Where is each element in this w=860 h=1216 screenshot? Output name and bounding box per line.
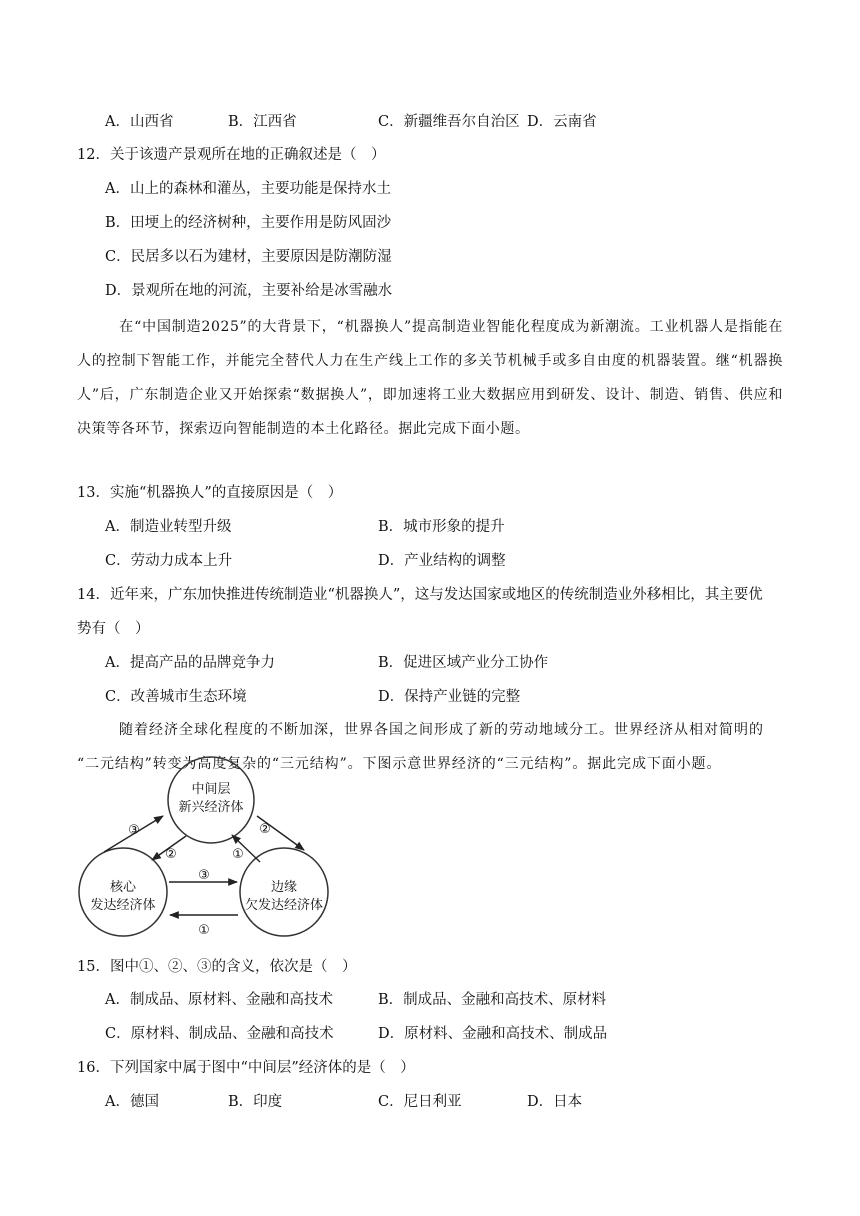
q13-option-d: D．产业结构的调整 [378, 553, 506, 569]
q14-stem-line2: 势有（ ） [77, 621, 150, 637]
periphery-tier-title: 边缘 [270, 880, 298, 895]
label-core-to-periphery: ③ [198, 868, 210, 883]
q14-stem-line1: 14．近年来，广东加快推进传统制造业“机器换人”，这与发达国家或地区的传统制造业外移相比，其主要优 [77, 587, 763, 603]
q16-option-b: B．印度 [228, 1094, 283, 1110]
q16-option-d: D．日本 [527, 1094, 583, 1110]
label-core-to-middle: ③ [128, 823, 140, 838]
q11-option-d: D．云南省 [527, 114, 597, 130]
periphery-tier-subtitle: 欠发达经济体 [244, 898, 324, 913]
passage-robots-text: 在“中国制造2025”的大背景下，“机器换人”提高制造业智能化程度成为新潮流。工业机器人是指能在人的控制下智能工作，并能完全替代人力在生产线上工作的多关节机械手或多自由度的机器装置。继“机器换人”后，广东制造企业又开始探索“数据换人”，即加速将工业大数据应用到研发、设计、制造、销售、供应和决策等各环节，探索迈向智能制造的本土化路径。据此完成下面小题。 [77, 319, 783, 437]
q13-option-a: A．制造业转型升级 [105, 519, 232, 535]
label-middle-to-core: ② [165, 847, 177, 862]
label-periphery-to-middle: ① [232, 847, 244, 862]
q16-stem: 16．下列国家中属于图中“中间层”经济体的是（ ） [77, 1060, 415, 1076]
q15-stem: 15．图中①、②、③的含义，依次是（ ） [77, 959, 357, 975]
q11-option-b: B．江西省 [228, 114, 297, 130]
q14-option-a: A．提高产品的品牌竞争力 [105, 655, 275, 671]
label-periphery-to-core: ① [198, 923, 210, 938]
q15-option-c: C．原材料、制成品、金融和高技术 [105, 1026, 334, 1042]
q13-option-c: C．劳动力成本上升 [105, 553, 233, 569]
core-tier-subtitle: 发达经济体 [90, 898, 156, 913]
passage-economy-line1: 随着经济全球化程度的不断加深，世界各国之间形成了新的劳动地域分工。世界经济从相对简明的 [119, 722, 764, 738]
q13-option-b: B．城市形象的提升 [378, 519, 505, 535]
middle-tier-subtitle: 新兴经济体 [178, 800, 244, 815]
passage-robots [77, 310, 783, 446]
core-tier-title: 核心 [109, 880, 137, 895]
middle-tier-title: 中间层 [191, 782, 231, 797]
q11-option-a: A．山西省 [105, 114, 174, 130]
three-tier-economy-diagram [72, 752, 342, 952]
q16-option-c: C．尼日利亚 [378, 1094, 462, 1110]
q11-option-c: C．新疆维吾尔自治区 [378, 114, 520, 130]
q12-option-c: C．民居多以石为建材，主要原因是防潮防湿 [105, 249, 392, 265]
q12-stem: 12．关于该遗产景观所在地的正确叙述是（ ） [77, 147, 386, 163]
q12-option-d: D．景观所在地的河流，主要补给是冰雪融水 [105, 283, 393, 299]
q15-option-a: A．制成品、原材料、金融和高技术 [105, 992, 333, 1008]
label-middle-to-periphery: ② [259, 822, 271, 837]
q14-option-d: D．保持产业链的完整 [378, 689, 521, 705]
q13-stem: 13．实施“机器换人”的直接原因是（ ） [77, 485, 343, 501]
passage-economy-line2: “二元结构”转变为高度复杂的“三元结构”。下图示意世界经济的“三元结构”。据此完成下面小题。 [77, 756, 722, 772]
q16-option-a: A．德国 [105, 1094, 159, 1110]
q14-option-c: C．改善城市生态环境 [105, 689, 247, 705]
q15-option-d: D．原材料、金融和高技术、制成品 [378, 1026, 608, 1042]
q12-option-b: B．田埂上的经济树种，主要作用是防风固沙 [105, 215, 392, 231]
q14-option-b: B．促进区域产业分工协作 [378, 655, 549, 671]
q12-option-a: A．山上的森林和灌丛，主要功能是保持水土 [105, 181, 391, 197]
q15-option-b: B．制成品、金融和高技术、原材料 [378, 992, 607, 1008]
